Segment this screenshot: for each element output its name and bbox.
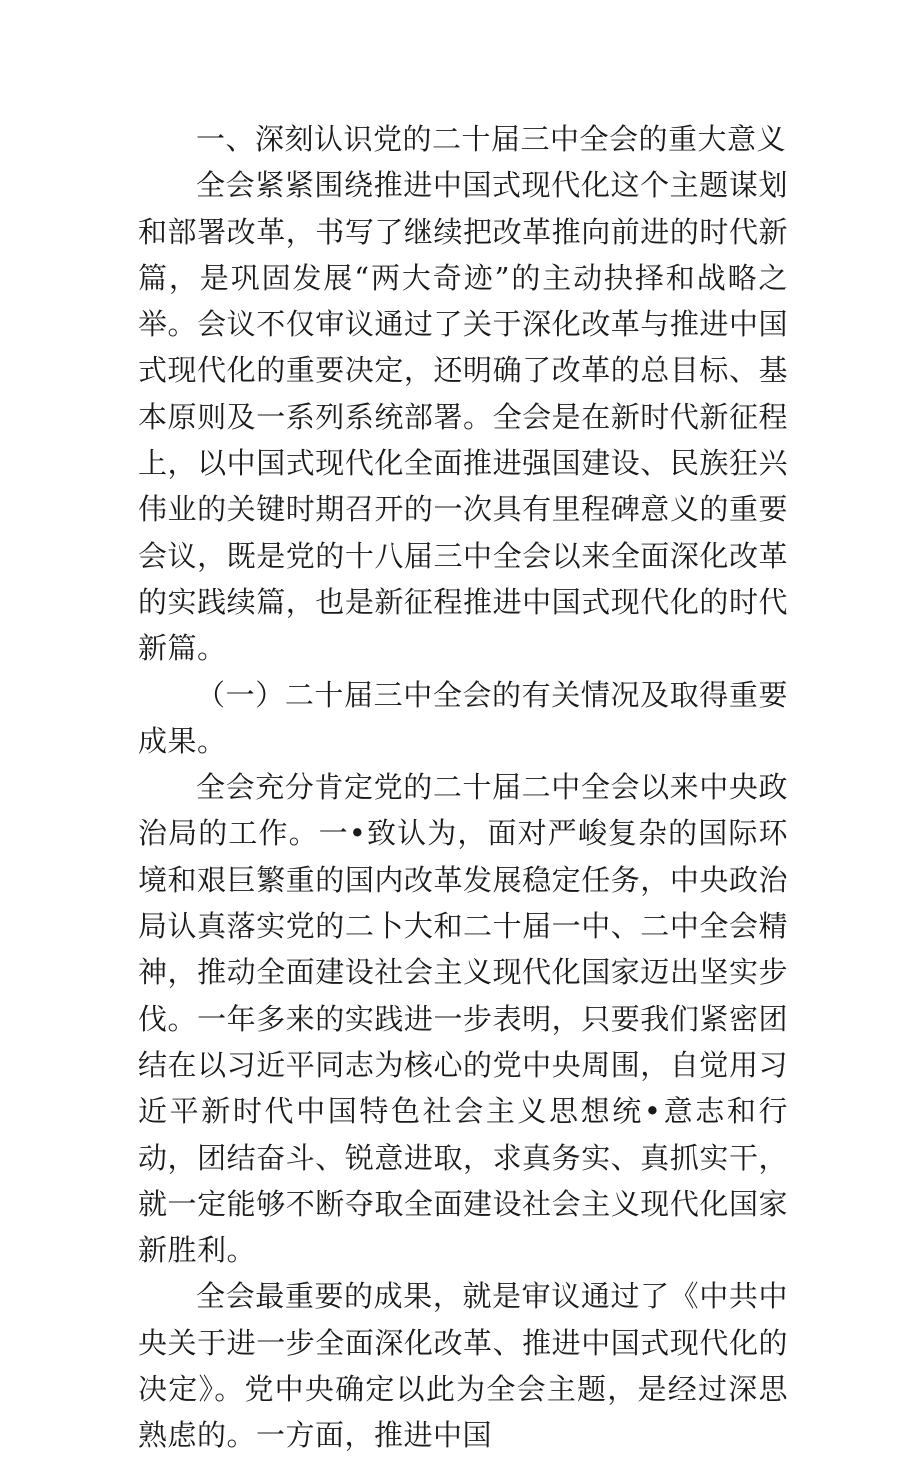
subsection-heading: （一）二十届三中全会的有关情况及取得重要成果。	[138, 677, 788, 758]
paragraph-main-achievement: 全会最重要的成果，就是审议通过了《中共中央关于进一步全面深化改革、推进中国式现代化的决定》。党中央确定以此为全会主题，是经过深思熟虑的。一方面，推进中国	[138, 1279, 788, 1453]
section-heading: 一、深刻认识党的二十届三中全会的重大意义	[196, 122, 787, 156]
document-body	[138, 116, 788, 1459]
paragraph-intro: 全会紧紧围绕推进中国式现代化这个主题谋划和部署改革，书写了继续把改革推向前进的时代新篇，是巩固发展“两大奇迹”的主动抉择和战略之举。会议不仅审议通过了关于深化改革与推进中国式现代化的重要决定，还明确了改革的总目标、基本原则及一系列系统部署。全会是在新时代新征程上，以中国式现代化全面推进强国建设、民族狂兴伟业的关键时期召开的一次具有里程碑意义的重要会议，既是党的十八届三中全会以来全面深化改革的实践续篇，也是新征程推进中国式现代化的时代新篇。	[138, 168, 788, 666]
paragraph-work-review: 全会充分肯定党的二十届二中全会以来中央政治局的工作。一•致认为，面对严峻复杂的国际环境和艰巨繁重的国内改革发展稳定任务，中央政治局认真落实党的二卜大和二十届一中、二中全会精神，推动全面建设社会主义现代化国家迈出坚实步伐。一年多来的实践进一步表明，只要我们紧密团结在以习近平同志为核心的党中央周围，自觉用习近平新时代中国特色社会主义思想统•意志和行动，团结奋斗、锐意进取，求真务实、真抓实干，就一定能够不断夺取全面建设社会主义现代化国家新胜利。	[138, 770, 788, 1268]
